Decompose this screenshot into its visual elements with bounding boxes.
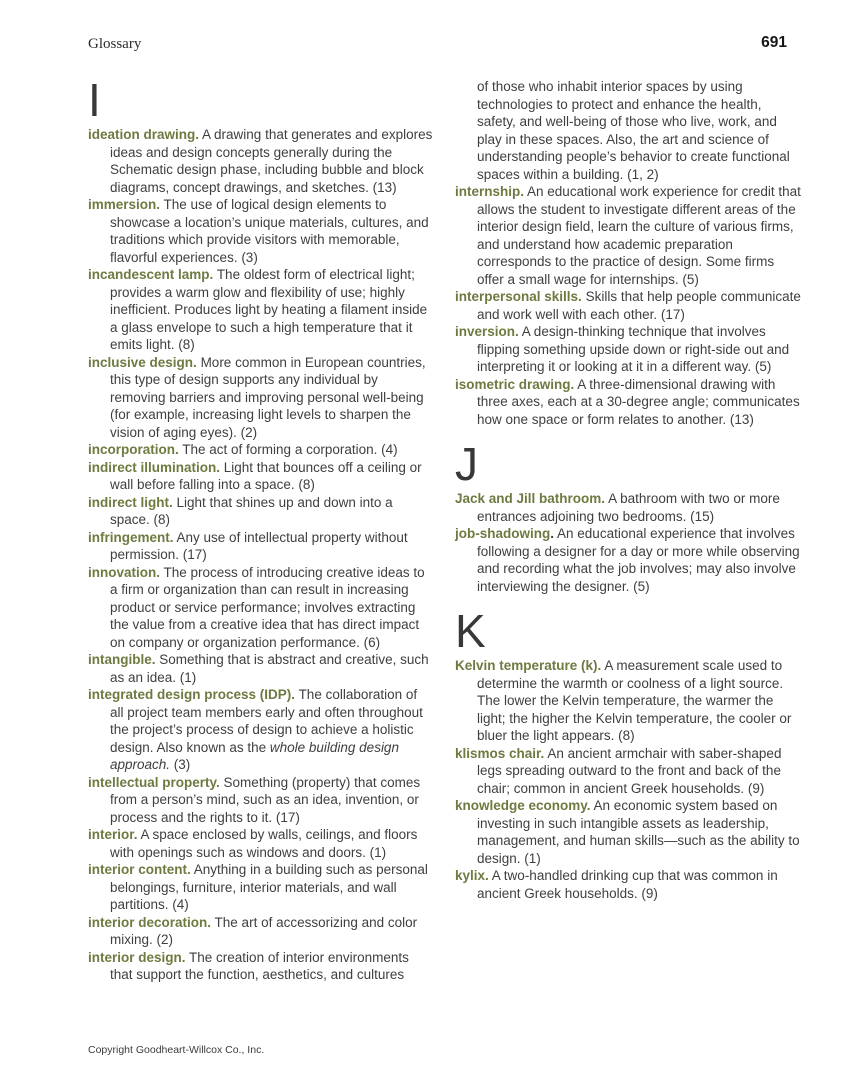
glossary-term: Jack and Jill bathroom. (455, 491, 606, 506)
copyright-notice: Copyright Goodheart-Willcox Co., Inc. (88, 1044, 265, 1056)
glossary-entry (88, 266, 434, 354)
glossary-term: intangible. (88, 652, 156, 667)
glossary-term: integrated design process (IDP). (88, 687, 296, 702)
glossary-entry (455, 323, 801, 376)
glossary-entry (88, 459, 434, 494)
glossary-term: infringement. (88, 529, 174, 545)
definition-segment: More common in European countries, this type of design supports any individual by removing barriers and improving personal well-being (for example, increasing light levels to sharpen the vision of aging eyes). (2) (110, 354, 426, 440)
page-number: 691 (761, 34, 787, 51)
glossary-entry (88, 494, 434, 529)
glossary-term: kylix. (455, 868, 489, 883)
definition-segment: A space enclosed by walls, ceilings, and floors with openings such as windows and doors. (1) (110, 827, 418, 860)
glossary-entry (88, 529, 434, 564)
glossary-term: isometric drawing. (455, 376, 575, 392)
definition-segment: Any use of intellectual property without permission. (17) (110, 529, 408, 562)
glossary-entry (88, 196, 434, 266)
glossary-term: intellectual property. (88, 774, 220, 790)
glossary-term: interior. (88, 827, 138, 842)
glossary-term: knowledge economy. (455, 798, 591, 813)
definition-segment: Something that is abstract and creative, such as an idea. (1) (110, 652, 429, 685)
glossary-term: innovation. (88, 564, 160, 580)
glossary-term: indirect illumination. (88, 459, 221, 475)
glossary-term: interior design. (88, 949, 186, 965)
glossary-term: inversion. (455, 324, 519, 339)
definition-segment: (3) (170, 757, 191, 772)
letter-heading-i: I (88, 74, 101, 126)
definition-segment: Light that bounces off a ceiling or wall before falling into a space. (8) (110, 459, 422, 492)
definition-segment: Skills that help people communicate and work well with each other. (17) (477, 289, 801, 322)
glossary-term: inclusive design. (88, 354, 197, 370)
glossary-entry (455, 490, 801, 525)
glossary-column-left (88, 74, 434, 984)
glossary-term: ideation drawing. (88, 127, 200, 142)
glossary-term: Kelvin temperature (k). (455, 658, 602, 673)
definition-segment: An ancient armchair with saber-shaped legs spreading outward to the front and back of the chair; common in ancient Greek households. (9) (477, 745, 782, 796)
glossary-term: incandescent lamp. (88, 267, 214, 282)
definition-segment: A three-dimensional drawing with three axes, each at a 30-degree angle; communicates how one space or form relates to another. (13) (477, 376, 800, 427)
running-head: Glossary (88, 36, 142, 52)
glossary-entry (455, 657, 801, 745)
glossary-entry (88, 651, 434, 686)
definition-segment: The art of accessorizing and color mixing. (2) (110, 914, 418, 947)
definition-segment: The creation of interior environments that support the function, aesthetics, and cultures (110, 949, 409, 982)
glossary-term: immersion. (88, 197, 161, 212)
definition-segment: A two-handled drinking cup that was common in ancient Greek households. (9) (477, 868, 778, 901)
entry-continuation: of those who inhabit interior spaces by using technologies to protect and enhance the health, safety, and well-being of those who live, work, and play in these spaces. Also, the art and science of understanding people’s behavior to create functional spaces within a building. (1, 2) (477, 79, 790, 182)
glossary-entry (455, 745, 801, 798)
definition-segment: A bathroom with two or more entrances adjoining two bedrooms. (15) (477, 491, 780, 524)
glossary-entry (88, 914, 434, 949)
definition-segment: Something (property) that comes from a person’s mind, such as an idea, invention, or process and the rights to it. (17) (110, 774, 421, 825)
glossary-entry (455, 797, 801, 867)
glossary-entry (88, 861, 434, 914)
glossary-term: internship. (455, 184, 525, 199)
glossary-entry (88, 949, 434, 984)
glossary-term: interior content. (88, 862, 191, 877)
glossary-term: klismos chair. (455, 745, 545, 761)
definition-italic-segment: whole building design approach. (110, 739, 399, 772)
glossary-term: job-shadowing (455, 526, 551, 541)
glossary-entry (88, 686, 434, 774)
definition-segment: The oldest form of electrical light; provides a warm glow and flexibility of use; highly inefficient. Produces light by heating a filament inside a glass envelope to such a high temperature that it emits light. (8) (110, 267, 428, 352)
definition-segment: The use of logical design elements to showcase a location’s unique materials, cultures, and traditions which provide visitors with memorable, flavorful experiences. (3) (110, 197, 429, 265)
glossary-entry (88, 354, 434, 442)
glossary-term: incorporation. (88, 442, 179, 457)
definition-segment: Anything in a building such as personal belongings, furniture, interior materials, and wall partitions. (4) (110, 862, 428, 912)
definition-segment: A design-thinking technique that involves flipping something upside down or right-side out and interpreting it or looking at it in a different way. (5) (477, 324, 790, 374)
definition-segment: An educational experience that involves following a designer for a day or more while observing and recording what the job involves; may also involve interviewing the designer. (5) (477, 526, 800, 594)
glossary-entry (88, 564, 434, 652)
glossary-entry (88, 441, 434, 459)
glossary-entry (88, 126, 434, 196)
glossary-term-suffix: . (550, 526, 555, 541)
glossary-entry (88, 774, 434, 827)
definition-segment: An economic system based on investing in such intangible assets as leadership, management, and human skills—such as the ability to design. (1) (477, 798, 800, 866)
definition-segment: A drawing that generates and explores ideas and design concepts generally during the Schematic design phase, including bubble and block diagrams, concept drawings, and sketches. (13) (110, 127, 433, 195)
definition-segment: The act of forming a corporation. (4) (182, 442, 398, 457)
glossary-entry (455, 376, 801, 429)
glossary-entry (455, 525, 801, 595)
glossary-term: interior decoration. (88, 914, 212, 930)
glossary-entry (455, 867, 801, 902)
definition-segment: The process of introducing creative ideas to a firm or organization than can result in increasing product or service performance; involves extracting the value from a creative idea that has direct impact on company or organization performance. (6) (110, 564, 425, 650)
definition-segment: An educational work experience for credit that allows the student to investigate different areas of the interior design field, learn the culture of various firms, and understand how academic preparation corresponds to the practice of design. Some firms offer a small wage for internships. (5) (477, 184, 801, 287)
definition-segment: A measurement scale used to determine the warmth or coolness of a light source. The lower the Kelvin temperature, the warmer the light; the higher the Kelvin temperature, the cooler or bluer the light appears. (8) (477, 658, 792, 743)
glossary-entry (455, 183, 801, 288)
glossary-entry (88, 826, 434, 861)
letter-heading-k: K (455, 605, 486, 657)
glossary-column-right (455, 78, 801, 902)
glossary-entry (455, 288, 801, 323)
glossary-term: interpersonal skills. (455, 289, 582, 304)
definition-segment: The collaboration of all project team members early and often throughout the project’s process of design to achieve a holistic design. Also known as the (110, 687, 423, 755)
definition-segment: Light that shines up and down into a space. (8) (110, 494, 393, 527)
glossary-term: indirect light. (88, 494, 173, 510)
letter-heading-j: J (455, 438, 478, 490)
